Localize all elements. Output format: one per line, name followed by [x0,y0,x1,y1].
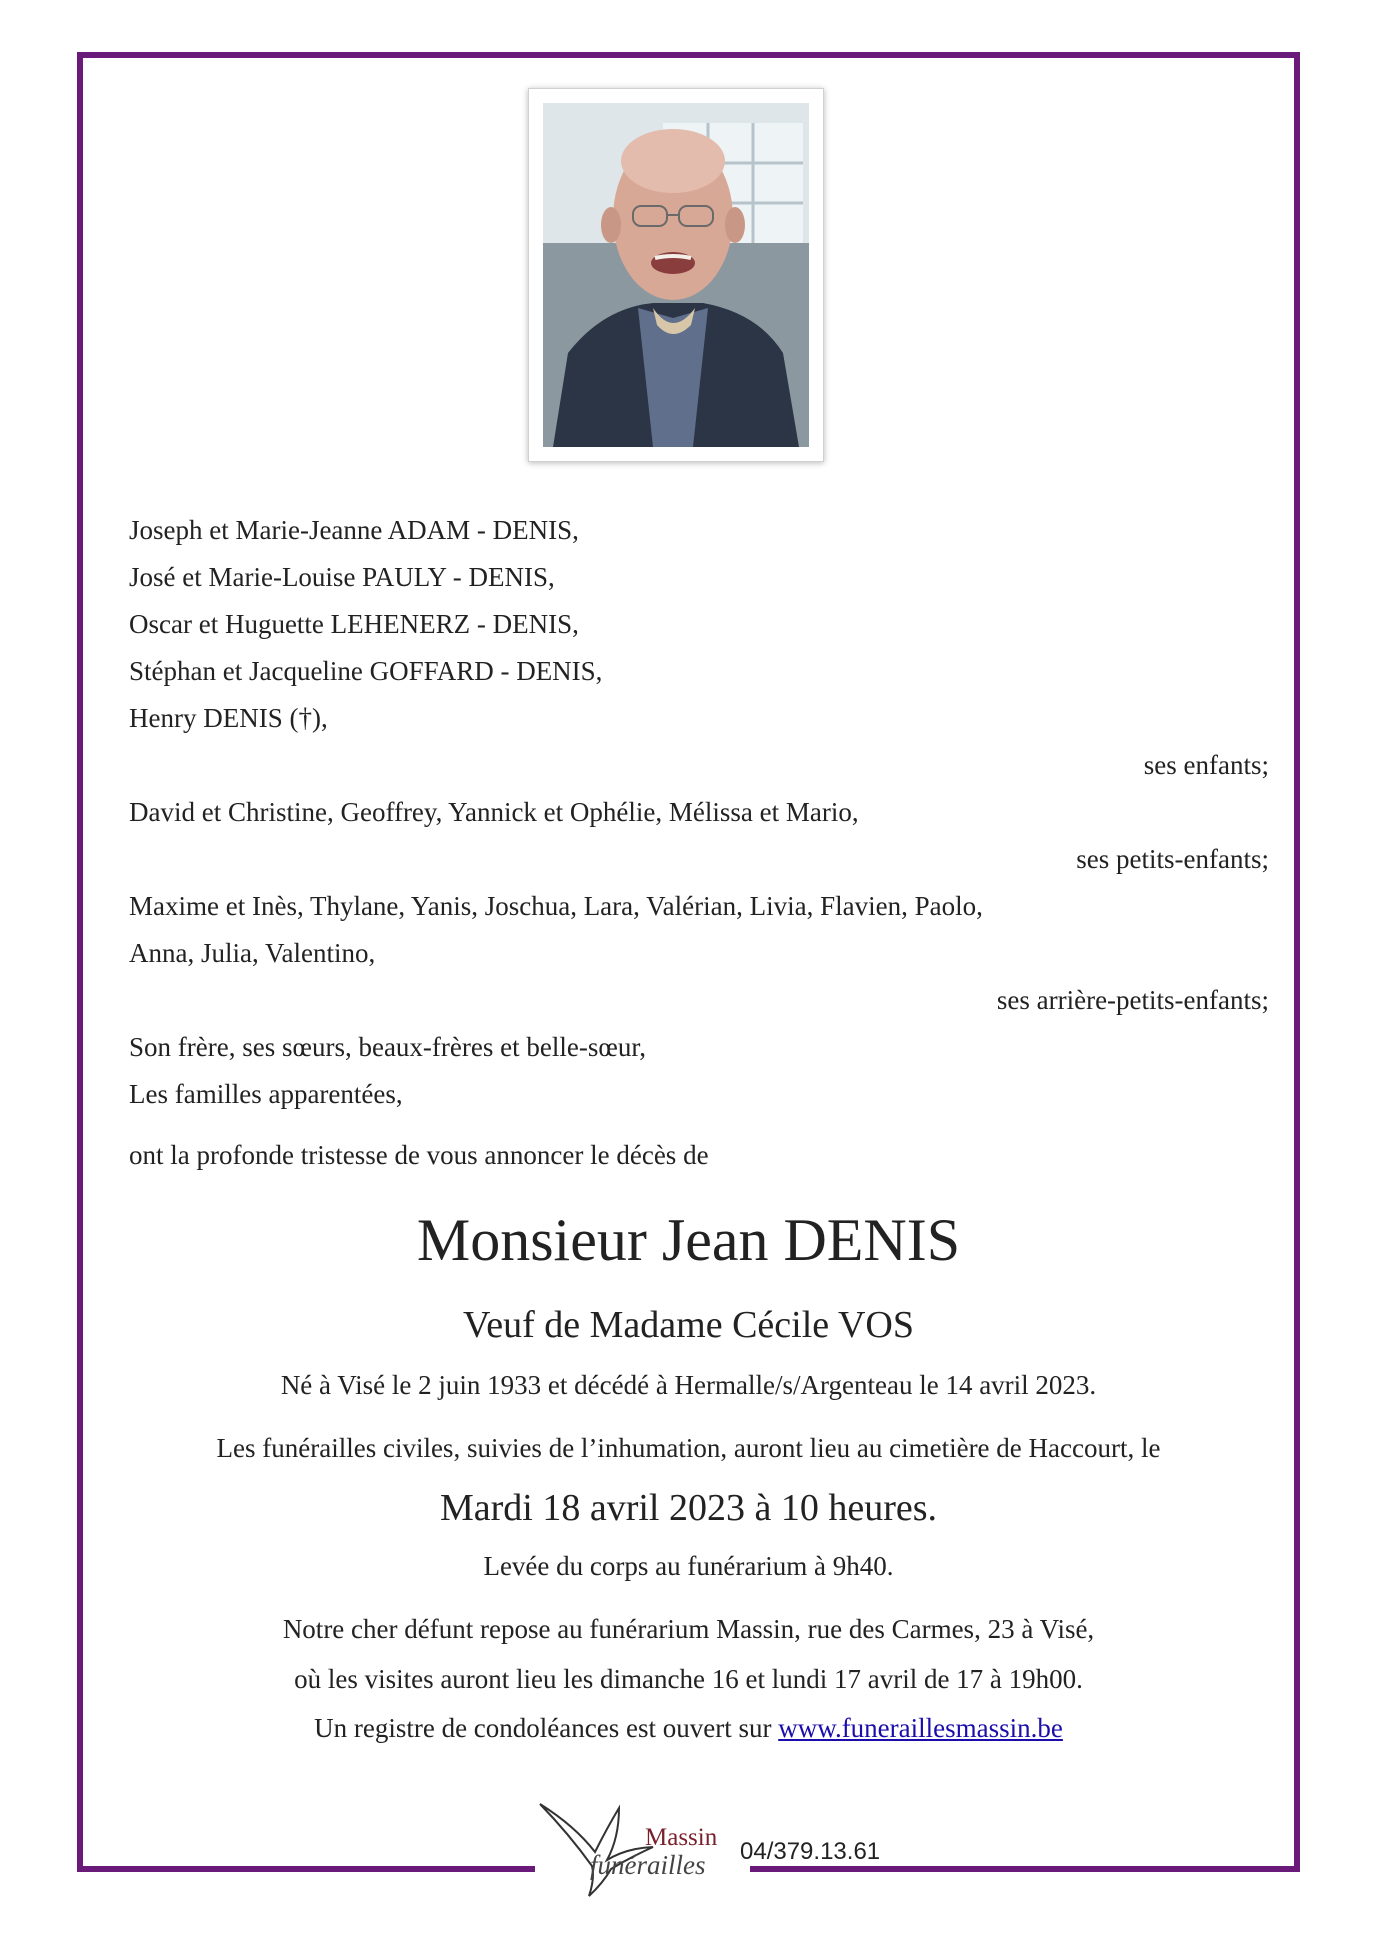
rest-info-line: Notre cher défunt repose au funérarium Massin, rue des Carmes, 23 à Visé, [282,1614,1095,1644]
relationship-label: ses petits-enfants; [1076,844,1269,874]
family-line: Henry DENIS (†), [129,703,328,733]
family-line: Les familles apparentées, [129,1079,403,1109]
family-line: David et Christine, Geoffrey, Yannick et Ophélie, Mélissa et Mario, [129,797,859,827]
portrait-photo [543,103,809,447]
family-line: Anna, Julia, Valentino, [129,938,376,968]
family-line: José et Marie-Louise PAULY - DENIS, [129,562,555,592]
condolence-line [77,1708,1300,1748]
condolence-link[interactable]: www.funeraillesmassin.be [778,1713,1063,1743]
family-line: Stéphan et Jacqueline GOFFARD - DENIS, [129,656,603,686]
funeral-home-logo [535,1800,735,1900]
widow-line: Veuf de Madame Cécile VOS [463,1304,914,1346]
logo-text-top: Massin [645,1824,718,1851]
family-line: Son frère, ses sœurs, beaux-frères et belle-sœur, [129,1032,646,1062]
birth-death-dates: Né à Visé le 2 juin 1933 et décédé à Hermalle/s/Argenteau le 14 avril 2023. [280,1370,1097,1400]
logo-text-bottom: funérailles [590,1850,706,1880]
family-line: Joseph et Marie-Jeanne ADAM - DENIS, [129,515,579,545]
levee-info: Levée du corps au funérarium à 9h40. [483,1551,894,1581]
family-line: Maxime et Inès, Thylane, Yanis, Joschua, Lara, Valérian, Livia, Flavien, Paolo, [129,891,983,921]
phone-number: 04/379.13.61 [740,1838,881,1865]
funeral-info: Les funérailles civiles, suivies de l’inhumation, auront lieu au cimetière de Haccourt, le [216,1433,1161,1463]
relationship-label: ses enfants; [1143,750,1269,780]
deceased-name: Monsieur Jean DENIS [416,1207,961,1273]
portrait-frame [528,88,824,462]
family-list [129,507,1269,1179]
rest-info-line: où les visites auront lieu les dimanche 16 et lundi 17 avril de 17 à 19h00. [294,1664,1083,1694]
condolence-text: Un registre de condoléances est ouvert sur [314,1713,779,1743]
family-line: Oscar et Huguette LEHENERZ - DENIS, [129,609,579,639]
announcement-intro: ont la profonde tristesse de vous annoncer le décès de [129,1140,709,1170]
funeral-date: Mardi 18 avril 2023 à 10 heures. [439,1487,938,1529]
relationship-label: ses arrière-petits-enfants; [996,985,1269,1015]
